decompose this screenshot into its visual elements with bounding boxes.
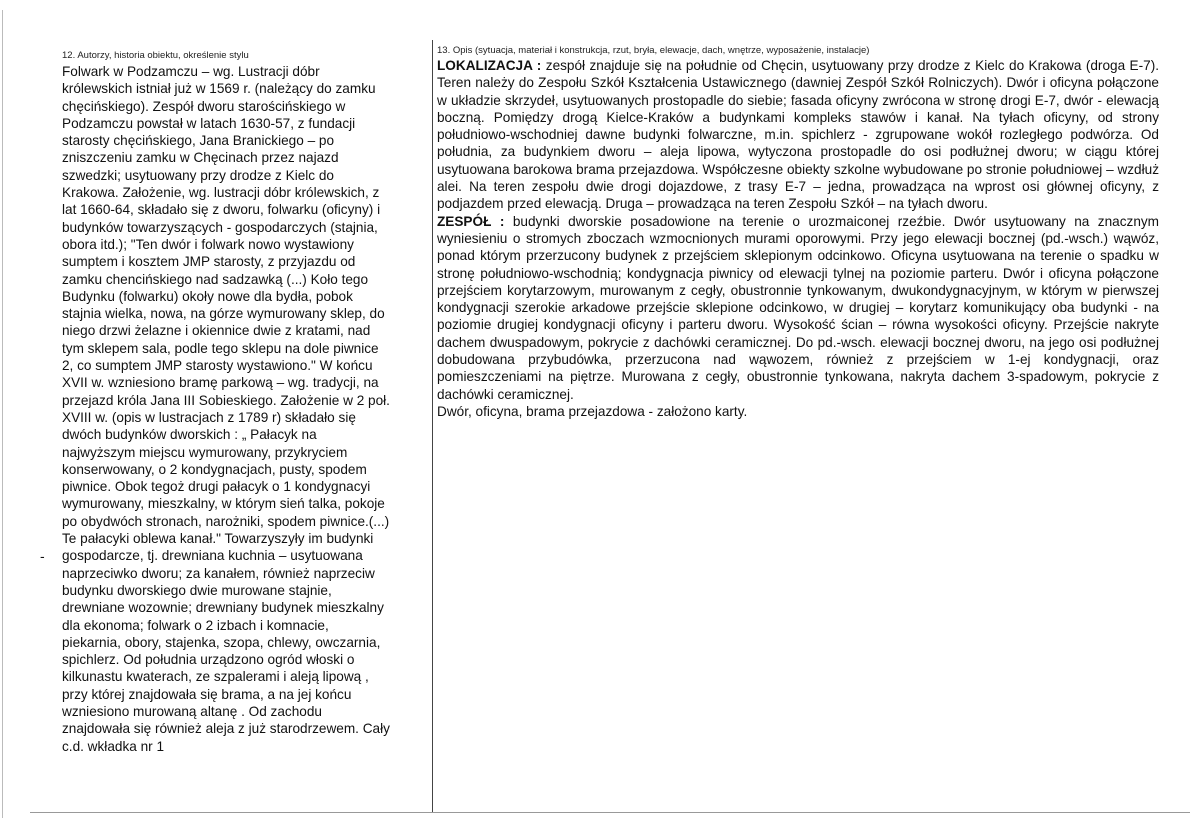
history-line: niego drzwi żelazne i okiennice dwie z kratami, nad bbox=[62, 323, 371, 339]
history-line: piekarnia, obory, stajenka, szopa, chlewy, owczarnia, bbox=[62, 634, 381, 650]
history-line: Budynku (folwarku) okoły nowe dla bydła, pobok bbox=[62, 288, 353, 304]
history-line: lat 1660-64, składało się z dworu, folwarku (oficyny) i bbox=[62, 202, 381, 218]
history-line: Krakowa. Założenie, wg. lustracji dóbr królewskich, z bbox=[62, 185, 380, 201]
history-line: Te pałacyki oblewa kanał." Towarzyszyły im budynki bbox=[62, 531, 374, 547]
margin-mark: - bbox=[40, 548, 45, 564]
history-line: przy której znajdowała się brama, a na jej końcu bbox=[62, 686, 352, 702]
history-line: obora itd.); "Ten dwór i folwark nowo wystawiony bbox=[62, 236, 354, 252]
bottom-border bbox=[30, 812, 1190, 813]
ensemble-label: ZESPÓŁ : bbox=[437, 213, 505, 229]
history-line: stajnia wielka, nowa, na górze wymurowany sklep, do bbox=[62, 306, 385, 322]
history-line: 2, co sumptem JMP starosty wystawiono." W końcu bbox=[62, 358, 373, 374]
history-line: Folwark w Podzamczu – wg. Lustracji dóbr bbox=[62, 64, 320, 79]
history-line: szwedzki; usytuowany przy drodze z Kielc do bbox=[62, 167, 334, 183]
closing-paragraph: Dwór, oficyna, brama przejazdowa - założono karty. bbox=[437, 403, 748, 419]
history-line: kilkunastu kwaterach, ze szpalerami i aleją lipową , bbox=[62, 669, 369, 685]
history-line: drewniane wozownie; drewniany budynek mieszkalny bbox=[62, 600, 384, 616]
description-column bbox=[437, 45, 1159, 420]
history-line: naprzeciwko dworu; za kanałem, również naprzeciw bbox=[62, 565, 375, 581]
column-divider bbox=[432, 40, 433, 812]
history-text bbox=[62, 63, 424, 755]
history-line: dla ekonoma; folwark o 2 izbach i komnacie, bbox=[62, 617, 329, 633]
description-section-header: 13. Opis (sytuacja, materiał i konstrukcja, rzut, bryła, elewacje, dach, wnętrze, wyposażenie, instalacje) bbox=[437, 45, 870, 56]
history-line: po obydwóch stronach, narożniki, spodem piwnice.(...) bbox=[62, 513, 390, 529]
history-line: wymurowany, mieszkalny, w którym sień talka, pokoje bbox=[62, 496, 385, 512]
history-section-header: 12. Autorzy, historia obiektu, określenie stylu bbox=[62, 50, 249, 61]
history-line: konserwowany, o 2 kondygnacjach, pusty, spodem bbox=[62, 461, 367, 477]
history-line: tym sklepem sala, podle tego sklepu na dole piwnice bbox=[62, 340, 379, 356]
history-line: sumptem i kosztem JMP starosty, z przyjazdu od bbox=[62, 254, 356, 270]
history-line: XVIII w. (opis w lustracjach z 1789 r) składało się bbox=[62, 409, 356, 425]
localization-paragraph bbox=[437, 57, 1159, 213]
history-line: zamku chencińskiego nad sadzawką (...) Koło tego bbox=[62, 271, 369, 287]
history-line: wzniesiono murowaną altanę . Od zachodu bbox=[62, 703, 322, 719]
history-line: dwóch budynków dworskich : „ Pałacyk na bbox=[62, 427, 317, 443]
localization-text: zespół znajduje się na południe od Chęcin, usytuowany przy drodze z Kielc do Krakowa (droga E-7). Teren należy do Zespołu Szkół Kształcenia Ustawicznego (dawniej Zespół Szkół Rolniczych). Dwór i oficyna połączone w układzie skrzydeł, usytuowanych prostopadle do siebie; fasada oficyny zwrócona w stronę drogi E-7, dwór - elewacją boczną. Pomiędzy drogą Kielce-Kraków a budynkami kompleks stawów i kanał. Na tyłach oficyny, od strony południowo-wschodniej dawne budynki folwarczne, m.in. spichlerz - zgrupowane wokół rozległego podwórza. Od południa, za budynkiem dworu – aleja lipowa, wytyczona prostopadle do osi podłużnej dworu; w ciągu której usytuowana barokowa brama przejazdowa. Współczesne obiekty szkolne wybudowane po stronie południowej – wzdłuż alei. Na teren zespołu dwie drogi dojazdowe, z trasy E-7 – jedna, prowadząca na wprost osi głównej oficyny, z podjazdem przed elewacją. Druga – prowadząca na teren Zespołu Szkół – na tyłach dworu. bbox=[437, 58, 1159, 212]
history-line: budynków towarzyszących - gospodarczych (stajnia, bbox=[62, 219, 378, 235]
history-line: przejazd króla Jana III Sobieskiego. Założenie w 2 poł. bbox=[62, 392, 390, 408]
history-line: spichlerz. Od południa urządzono ogród włoski o bbox=[62, 652, 355, 668]
history-column bbox=[62, 50, 424, 755]
history-line: XVII w. wzniesiono bramę parkową – wg. tradycji, na bbox=[62, 375, 379, 391]
history-line: znajdowała się również aleja z już starodrzewem. Cały bbox=[62, 721, 390, 737]
history-line: najwyższym miejscu wymurowany, przykryciem bbox=[62, 444, 348, 460]
history-line: piwnice. Obok tegoż drugi pałacyk o 1 kondygnacyi bbox=[62, 479, 371, 495]
ensemble-text: budynki dworskie posadowione na terenie o urozmaiconej rzeźbie. Dwór usytuowany na znacznym wyniesieniu o stromych zboczach wzmocnionych murami oporowymi. Przy jego elewacji bocznej (pd.-wsch.) wąwóz, ponad którym przerzucony budynek z przejściem sklepionym odcinkowo. Oficyna usytuowana na terenie o spadku w stronę południowo-wschodnią; kondygnacja piwnicy od elewacji tylnej na poziomie parteru. Dwór i oficyna połączone przejściem korytarzowym, murowanym z cegły, obustronnie tynkowanym, dwukondygnacyjnym, w którym w pierwszej kondygnacji szerokie arkadowe przejście sklepione odcinkowo, w drugiej – korytarz komunikujący oba budynki - na poziomie drugiej kondygnacji oficyny i parteru dworu. Wysokość ścian – równa wysokości oficyny. Przejście nakryte dachem dwuspadowym, pokrycie z dachówki ceramicznej. Do pd.-wsch. elewacji bocznej dworu, na jego osi podłużnej dobudowana przybudówka, przerzucona nad wąwozem, również z przejściem w 1-ej kondygnacji, oraz pomieszczeniami na piętrze. Murowana z cegły, obustronnie tynkowana, nakryta dachem 3-spadowym, pokrycie z dachówki ceramicznej. bbox=[437, 213, 1160, 402]
description-text bbox=[437, 57, 1159, 420]
localization-label: LOKALIZACJA : bbox=[437, 58, 542, 73]
history-line: budynku dworskiego dwie murowane stajnie, bbox=[62, 582, 332, 598]
history-line: chęcińskiego). Zespół dworu starościńskiego w bbox=[62, 98, 346, 114]
history-line: starosty chęcińskiego, Jana Branickiego – po bbox=[62, 133, 335, 149]
history-line: Podzamczu powstał w latach 1630-57, z fundacji bbox=[62, 115, 356, 131]
history-line: c.d. wkładka nr 1 bbox=[62, 738, 164, 754]
ensemble-paragraph bbox=[437, 213, 1159, 403]
history-line: królewskich istniał już w 1569 r. (należący do zamku bbox=[62, 81, 376, 97]
history-line: gospodarcze, tj. drewniana kuchnia – usytuowana bbox=[62, 548, 363, 564]
history-line: zniszczeniu zamku w Chęcinach przez najazd bbox=[62, 150, 339, 166]
